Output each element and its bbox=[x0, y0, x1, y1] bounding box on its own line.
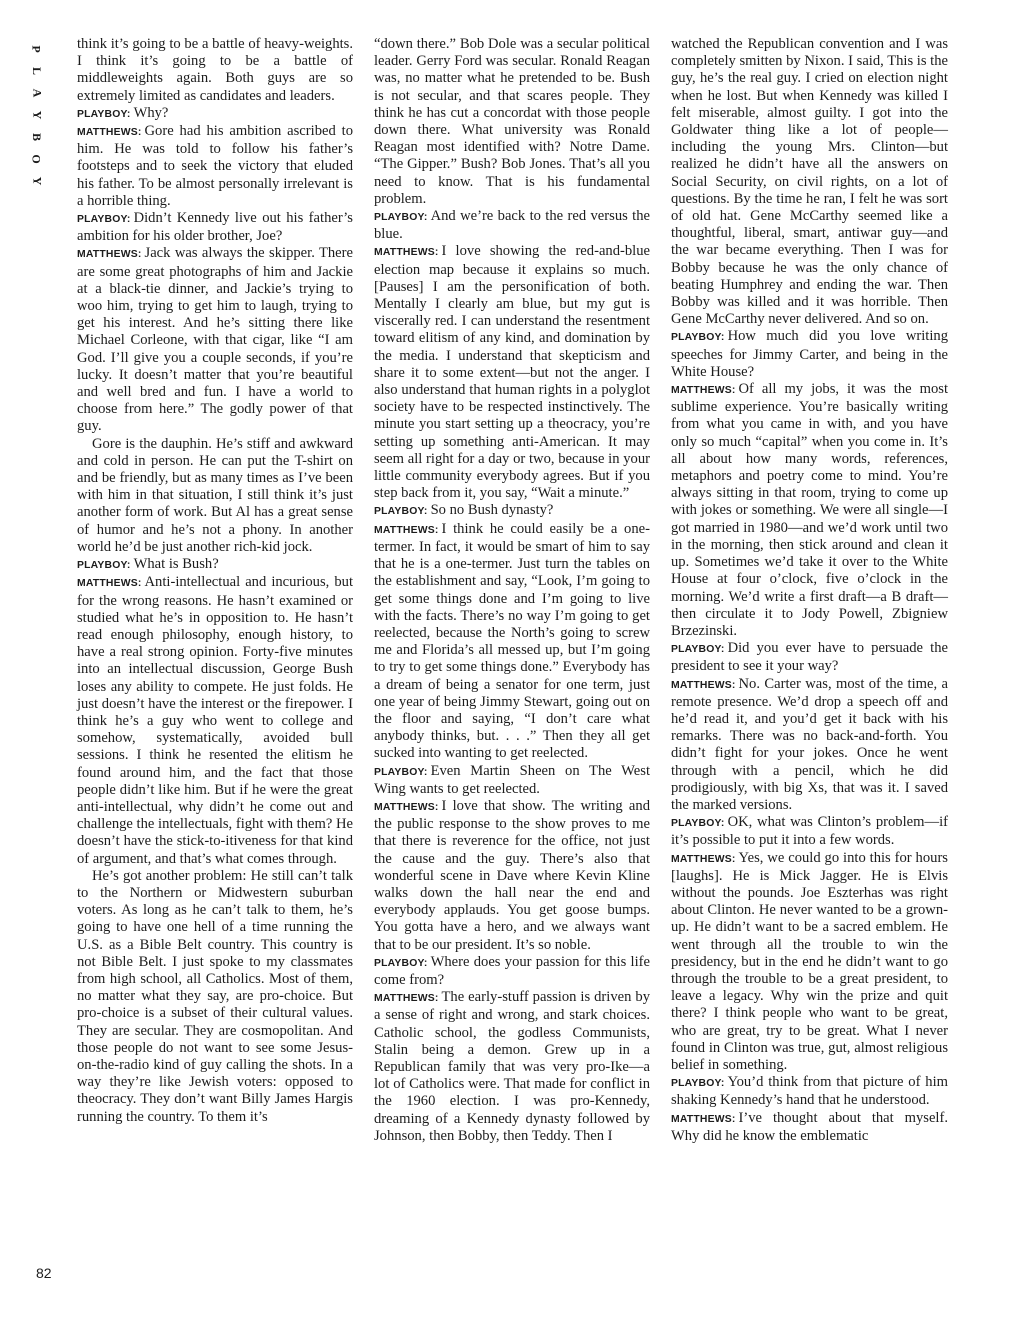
speaker-label: PLAYBOY: bbox=[671, 1078, 725, 1090]
speaker-label: PLAYBOY: bbox=[77, 108, 131, 120]
paragraph-text: So no Bush dynasty? bbox=[430, 502, 554, 519]
paragraph bbox=[77, 245, 353, 435]
paragraph bbox=[671, 1074, 948, 1109]
paragraph bbox=[374, 208, 650, 243]
speaker-label: MATTHEWS: bbox=[671, 385, 736, 397]
paragraph bbox=[671, 381, 948, 640]
paragraph bbox=[671, 676, 948, 815]
paragraph bbox=[77, 868, 353, 1126]
paragraph-text: Of all my jobs, it was the most sublime experience. You’re basically writing from what you came in with, and you have only so much “capital” when you come in. It’s all about how many words, references, metaphors and poetry come to mind. You’re always sitting in that room, trying to come up with jokes or something. We were all single—I got married in 1980—and we’d work until two in the morning, then stick around and clean it up. Sometimes we’d take it over to the White House at four o’clock, five o’clock in the morning. We’d write a first draft—a B draft—then circulate it to Jody Powell, Zbigniew Brzezinski. bbox=[671, 381, 948, 639]
speaker-label: PLAYBOY: bbox=[374, 957, 428, 969]
speaker-label: PLAYBOY: bbox=[671, 818, 725, 830]
paragraph bbox=[77, 36, 353, 105]
paragraph-text: Even Martin Sheen on The West Wing wants to get reelected. bbox=[374, 762, 650, 797]
paragraph bbox=[374, 243, 650, 502]
text-column-3 bbox=[671, 36, 948, 1145]
paragraph-text: What is Bush? bbox=[133, 556, 219, 573]
paragraph-text: I love showing the red-and-blue election map because it explains so much. [Pauses] I am the personification of both. Mentally I clearly am blue, but my gut is viscerally red. I can understand the resentment toward elitism of any kind, and domination by the media. I understand that skepticism and share it to some extent—but not the anger. I also understand that human rights in a polyglot society have to be respected instinctively. The minute you start setting up a theocracy, you’re setting up something anti-American. It may seem all right for a day or two, because in your little community everybody agrees. But if you step back from it, you say, “Wait a minute.” bbox=[374, 243, 650, 502]
paragraph-text: How much did you love writing speeches for Jimmy Carter, and being in the White House? bbox=[671, 328, 948, 380]
speaker-label: PLAYBOY: bbox=[671, 332, 725, 344]
paragraph bbox=[77, 123, 353, 210]
paragraph-text: I think he could easily be a one-termer. In fact, it would be smart of him to say that he is a one-termer. Just turn the tables on the establishment and say, “Look, I’m going to get some things done and I’m going to live with the facts. There’s no way I’m going to get reelected, because the North’s going to screw me and Florida’s all messed up, but I’m going to try to get some things done.” Everybody has a dream of being a senator for one term, just one year of being Jimmy Stewart, going out on the floor and saying, “I don’t care what anybody thinks, but. . . .” Then they all get sucked into wanting to get reelected. bbox=[374, 520, 650, 762]
paragraph-text: Gore is the dauphin. He’s stiff and awkward and cold in person. He can put the T-shirt on and be friendly, but as many times as I’ve been with him in that situation, I still think it’s just another form of work. But Al has a great sense of humor and he’s not a phony. In another world he’d be just another rich-kid jock. bbox=[77, 435, 353, 555]
paragraph-text: Anti-intellectual and incurious, but for the wrong reasons. He hasn’t examined or studied what he’s in opposition to. He hasn’t read enough philosophy, enough history, to have a real strong opinion. Forty-five minutes into an intellectual discussion, George Bush loses any ability to compete. He just folds. He just doesn’t have the interest or the firepower. I think he’s a guy who went to college and somehow, systematically, avoided bull sessions. I think he resented the elitism he found around him, and the fact that those people didn’t like him. But if he were the great anti-intellectual, why didn’t he come out and challenge the intellectuals, fight with them? He doesn’t have the stick-to-itiveness for that kind of argument, and that’s what comes through. bbox=[77, 574, 353, 867]
paragraph-text: The early-stuff passion is driven by a sense of right and wrong, and stark choices. Catholic school, the godless Communists, Stalin being a demon. Grew up in a Republican family that was very pro-Ike—a lot of Catholics were. That made for conflict in the 1960 election. I was pro-Kennedy, dreaming of a Kennedy dynasty followed by Johnson, then Bobby, then Teddy. Then I bbox=[374, 989, 650, 1144]
speaker-label: MATTHEWS: bbox=[671, 679, 736, 691]
paragraph-text: I love that show. The writing and the public response to the show proves to me that there is reverence for the office, not just the cause and the guy. There’s also that wonderful scene in Dave where Kevin Kline walks down the hall near the end and everybody applauds. You get goose bumps. You gotta have a hero, and we always want that to be our president. It’s so noble. bbox=[374, 797, 650, 953]
logo-letter: A bbox=[29, 88, 44, 98]
speaker-label: PLAYBOY: bbox=[374, 212, 428, 224]
speaker-label: PLAYBOY: bbox=[77, 560, 131, 572]
speaker-label: PLAYBOY: bbox=[374, 506, 428, 518]
paragraph-text: Why? bbox=[133, 104, 169, 121]
paragraph bbox=[77, 105, 353, 123]
playboy-logo bbox=[22, 38, 42, 192]
paragraph-text: “down there.” Bob Dole was a secular political leader. Gerry Ford was secular. Ronald Reagan was, no matter what he pretended to be. Bush is not secular, and that scares people. They think he has cut a concordat with those people down there. What university was Ronald Reagan most identified with? Notre Dame. “The Gipper.” Bush? Bob Jones. That’s all you need to know. That is his fundamental problem. bbox=[374, 36, 650, 207]
paragraph bbox=[374, 36, 650, 208]
paragraph-text: You’d think from that picture of him shaking Kennedy’s hand that he understood. bbox=[671, 1074, 948, 1109]
speaker-label: MATTHEWS: bbox=[671, 1113, 736, 1125]
paragraph-text: I’ve thought about that myself. Why did he know the emblematic bbox=[671, 1109, 948, 1144]
logo-letter: P bbox=[30, 45, 44, 53]
paragraph-text: watched the Republican convention and I was completely smitten by Nixon. I said, This is the guy, he’s the real guy. I cried on election night when he lost. But when Kennedy was killed I felt miserable, almost guilty. I got into the Goldwater thing like a lot of people—including the young Mrs. Clinton—but realized he didn’t have all the answers on Social Security, on civil rights, on a lot of questions. By the time he ran, I felt he was sort of old hat. Gene McCarthy seemed like a thoughtful, liberal, smart, antiwar guy—and the war became everything. Then I was for Bobby because he was the only chance of beating Humphrey and ending the war. Then Bobby was killed and it was horrible. Then Gene McCarthy never delivered. And so on. bbox=[671, 36, 948, 328]
speaker-label: PLAYBOY: bbox=[77, 214, 131, 226]
paragraph-text: He’s got another problem: He still can’t talk to the Northern or Midwestern suburban voters. As long as he can’t talk to them, he’s going to have one hell of a time running the U.S. as a Bible Belt country. This country is not Bible Belt. I just spoke to my classmates from high school, all Catholics. Most of them, no matter what they say, are pro-choice. But pro-choice is a subset of their cultural values. They are secular. They are cosmopolitan. And those people do not want to see some Jesus-on-the-radio kind of guy calling the shots. In a way they’re like Jewish voters: opposed to theocracy. They don’t want Billy James Hargis running the country. To them it’s bbox=[77, 867, 353, 1125]
speaker-label: PLAYBOY: bbox=[671, 644, 725, 656]
speaker-label: MATTHEWS: bbox=[77, 127, 142, 139]
paragraph bbox=[671, 1110, 948, 1145]
logo-letter: B bbox=[29, 132, 44, 142]
logo-letter: L bbox=[29, 66, 44, 76]
paragraph bbox=[374, 954, 650, 989]
paragraph-text: Did you ever have to persuade the president to see it your way? bbox=[671, 640, 948, 675]
text-column-1 bbox=[77, 36, 353, 1126]
paragraph bbox=[77, 210, 353, 245]
speaker-label: MATTHEWS: bbox=[374, 247, 439, 259]
logo-letter: Y bbox=[29, 176, 44, 186]
paragraph bbox=[374, 989, 650, 1145]
paragraph bbox=[671, 814, 948, 849]
paragraph-text: No. Carter was, most of the time, a remote presence. We’d drop a speech off and he’d read it, and you’d get it back with his remarks. There was no back-and-forth. You didn’t fight for your jokes. Once he went through with a pencil, which he did prodigiously, with big Xs, that was it. I saved the marked versions. bbox=[671, 675, 948, 813]
speaker-label: MATTHEWS: bbox=[77, 578, 142, 590]
paragraph bbox=[374, 521, 650, 763]
speaker-label: MATTHEWS: bbox=[77, 249, 142, 261]
paragraph bbox=[671, 640, 948, 675]
speaker-label: MATTHEWS: bbox=[671, 853, 736, 865]
paragraph-text: Jack was always the skipper. There are some great photographs of him and Jackie at a black-tie dinner, and Jackie’s trying to woo him, trying to get him to laugh, trying to get his interest. And he’s sitting there like Michael Corleone, with that cigar, like “I am God. I’ll give you a couple seconds, if you’re lucky. It doesn’t matter that you’re beautiful and well bred and fun. I have a world to choose from here.” The godly power of that guy. bbox=[77, 245, 353, 435]
logo-letter: Y bbox=[29, 110, 44, 120]
paragraph bbox=[374, 502, 650, 520]
paragraph bbox=[77, 574, 353, 867]
speaker-label: PLAYBOY: bbox=[374, 766, 428, 778]
speaker-label: MATTHEWS: bbox=[374, 801, 439, 813]
paragraph bbox=[671, 850, 948, 1075]
paragraph bbox=[374, 798, 650, 954]
paragraph bbox=[77, 436, 353, 556]
paragraph-text: And we’re back to the red versus the blue. bbox=[374, 208, 650, 243]
paragraph-text: Where does your passion for this life come from? bbox=[374, 953, 650, 988]
paragraph bbox=[671, 328, 948, 381]
paragraph-text: Yes, we could go into this for hours [laughs]. He is Mick Jagger. He is Elvis without the pounds. Joe Eszterhas was right about Clinton. He never wanted to be a grown-up. He didn’t want to be a sacred emblem. He went through all the trouble to win the presidency, but in the end he didn’t want to go through the trouble to be a great president, to leave a legacy. Why win the prize and quit there? I think people who want to be great, who are great, try to be great. What I never found in Clinton was true, gut, almost religious belief in something. bbox=[671, 849, 948, 1073]
speaker-label: MATTHEWS: bbox=[374, 993, 439, 1005]
paragraph-text: Gore had his ambition ascribed to him. He was told to follow his father’s footsteps and to seek the victory that eluded his father. To be almost personally irrelevant is a horrible thing. bbox=[77, 123, 353, 209]
paragraph bbox=[77, 556, 353, 574]
paragraph bbox=[671, 36, 948, 328]
paragraph-text: Didn’t Kennedy live out his father’s ambition for his older brother, Joe? bbox=[77, 210, 353, 245]
paragraph bbox=[374, 763, 650, 798]
paragraph-text: think it’s going to be a battle of heavy-weights. I think it’s going to be a battle of middleweights again. Both guys are so extremely limited as candidates and leaders. bbox=[77, 36, 353, 104]
page-number: 82 bbox=[36, 1265, 52, 1281]
paragraph-text: OK, what was Clinton’s problem—if it’s possible to put it into a few words. bbox=[671, 814, 948, 849]
speaker-label: MATTHEWS: bbox=[374, 524, 439, 536]
logo-letter: O bbox=[30, 154, 44, 164]
text-column-2 bbox=[374, 36, 650, 1145]
